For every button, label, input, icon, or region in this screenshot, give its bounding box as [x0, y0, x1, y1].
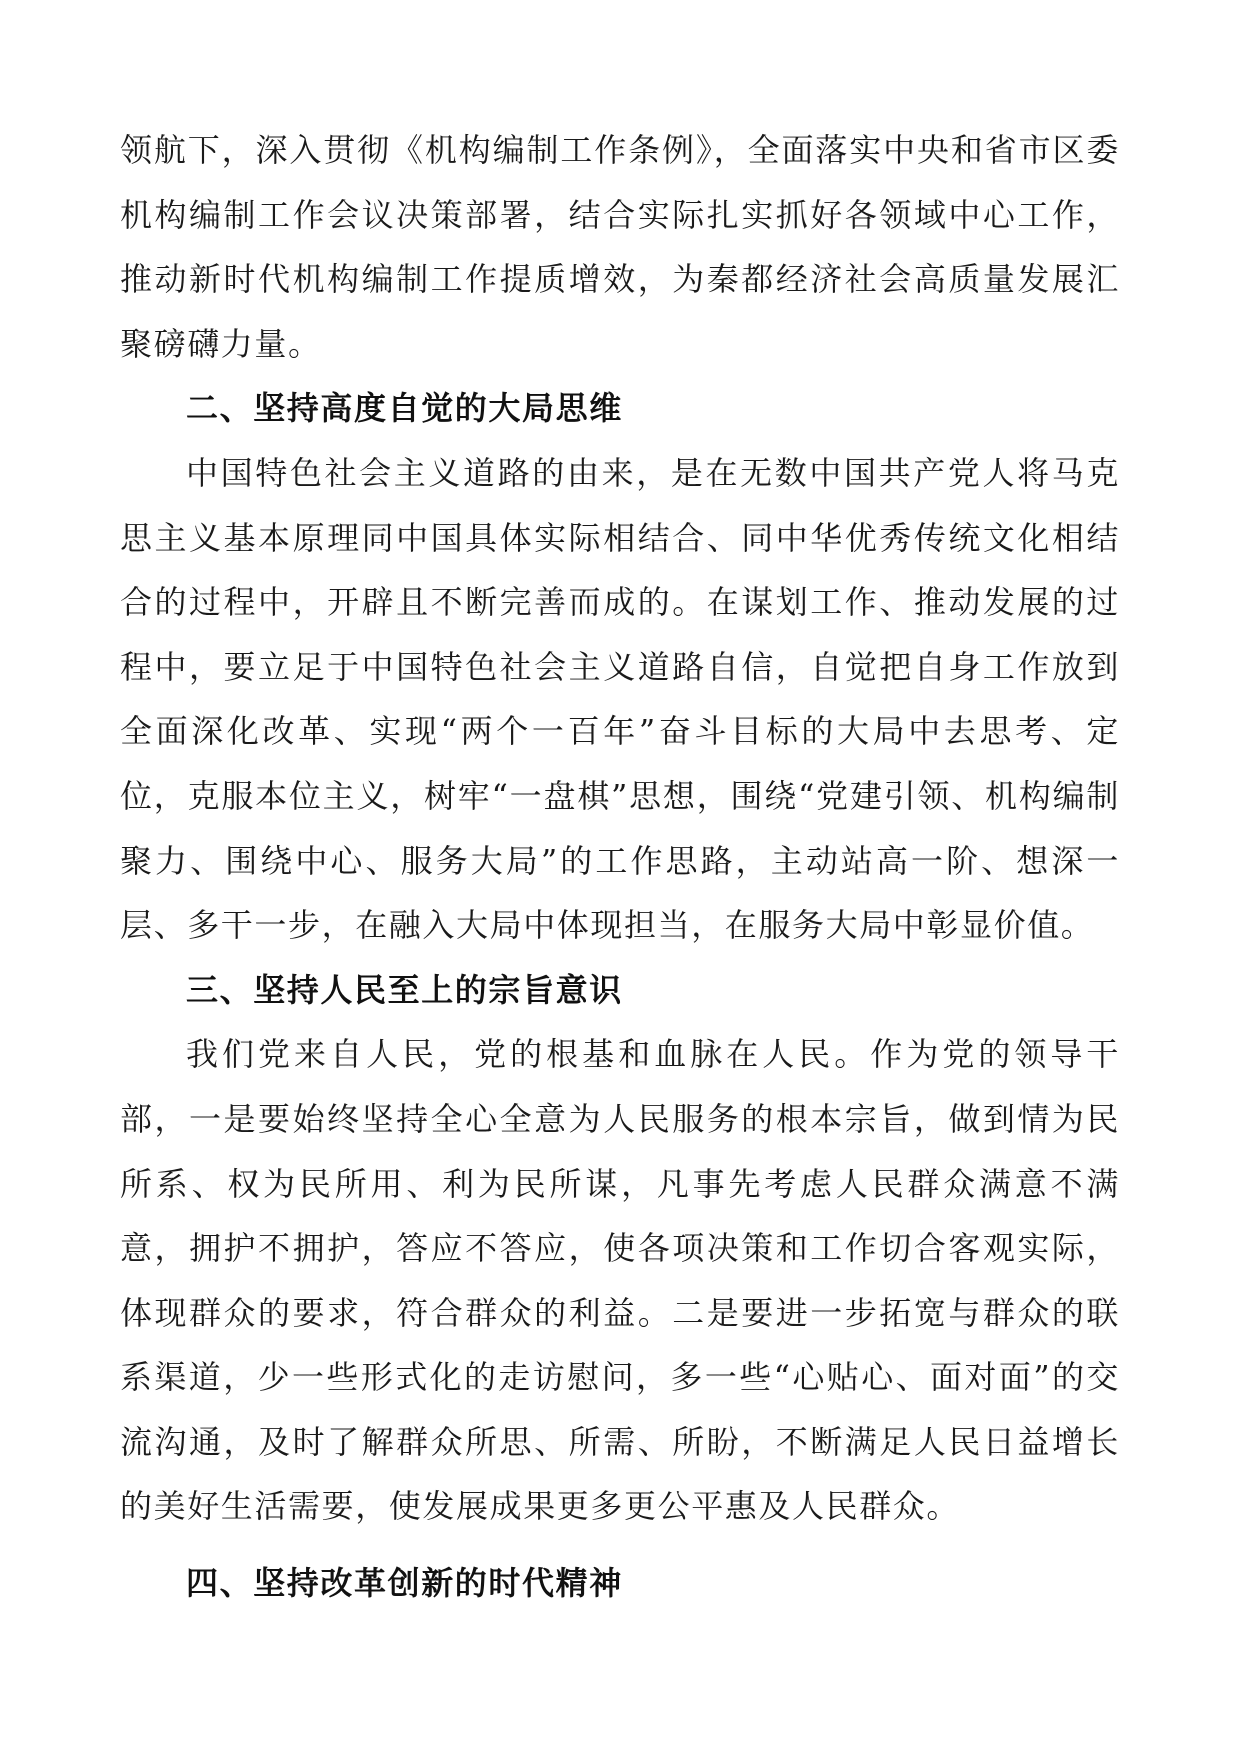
section-heading-2: 二、坚持高度自觉的大局思维 — [186, 389, 623, 428]
section-heading-3: 三、坚持人民至上的宗旨意识 — [186, 970, 623, 1009]
section-3-paragraph: 我们党来自人民，党的根基和血脉在人民。作为党的领导干部，一是要始终坚持全心全意为人民服务的根本宗旨，做到情为民所系、权为民所用、利为民所谋，凡事先考虑人民群众满意不满意，拥护不拥护，答应不答应，使各项决策和工作切合客观实际，体现群众的要求，符合群众的利益。二是要进一步拓宽与群众的联系渠道，少一些形式化的走访慰问，多一些“心贴心、面对面”的交流沟通，及时了解群众所思、所需、所盼，不断满足人民日益增长的美好生活需要，使发展成果更多更公平惠及人民群众。 — [120, 1035, 1120, 1526]
section-2-paragraph: 中国特色社会主义道路的由来，是在无数中国共产党人将马克思主义基本原理同中国具体实际相结合、同中华优秀传统文化相结合的过程中，开辟且不断完善而成的。在谋划工作、推动发展的过程中，要立足于中国特色社会主义道路自信，自觉把自身工作放到全面深化改革、实现“两个一百年”奋斗目标的大局中去思考、定位，克服本位主义，树牢“一盘棋”思想，围绕“党建引领、机构编制聚力、围绕中心、服务大局”的工作思路，主动站高一阶、想深一层、多干一步，在融入大局中体现担当，在服务大局中彰显价值。 — [120, 453, 1120, 945]
intro-paragraph: 领航下，深入贯彻《机构编制工作条例》，全面落实中央和省市区委机构编制工作会议决策部署，结合实际扎实抓好各领域中心工作，推动新时代机构编制工作提质增效，为秦都经济社会高质量发展汇聚磅礴力量。 — [120, 131, 1120, 363]
section-heading-4: 四、坚持改革创新的时代精神 — [186, 1564, 623, 1603]
document-page — [120, 118, 1120, 1616]
